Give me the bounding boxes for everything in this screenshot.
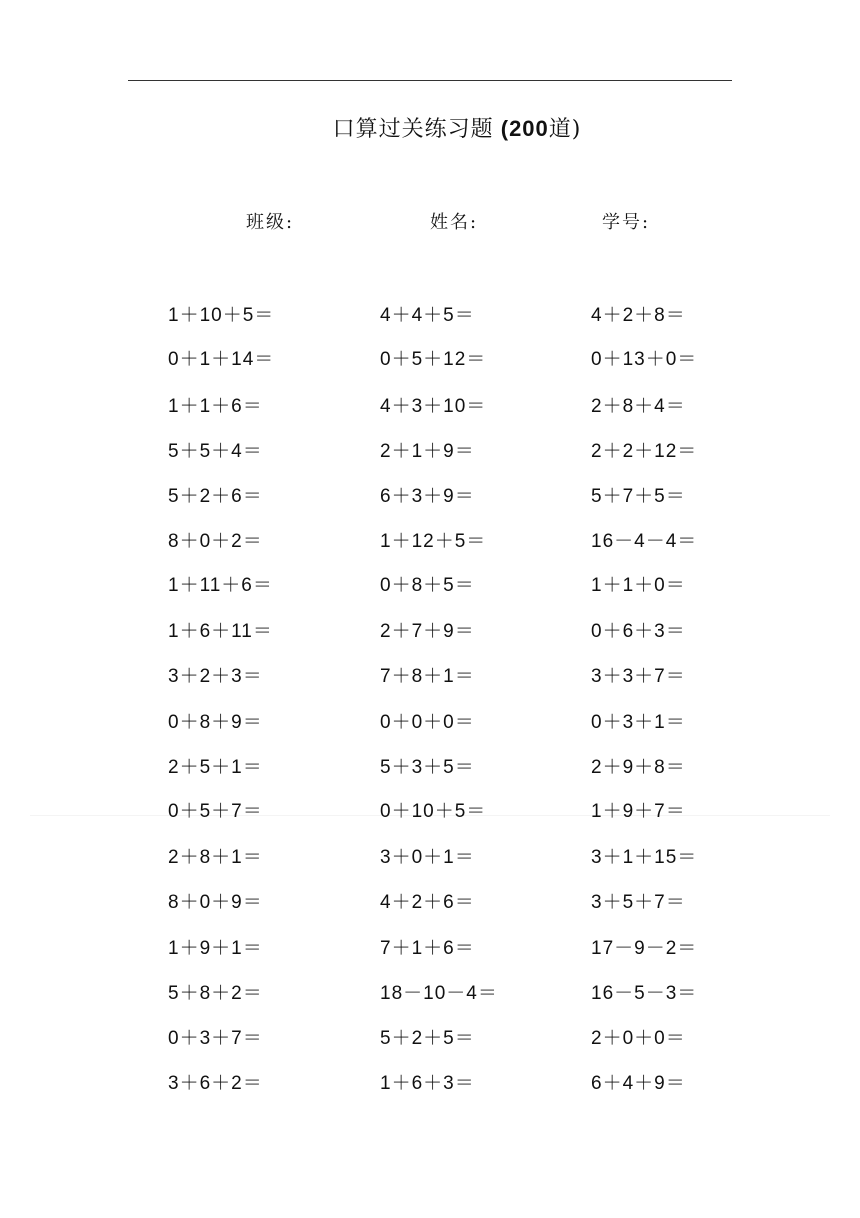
- problem-item: 0＋8＋9＝: [168, 712, 263, 733]
- problem-item: 3＋5＋7＝: [591, 892, 686, 913]
- problem-row: [0, 526, 860, 556]
- problem-item: 5＋2＋5＝: [380, 1028, 475, 1049]
- problem-row: [0, 707, 860, 737]
- problem-item: 1＋11＋6＝: [168, 575, 273, 596]
- problem-item: 2＋2＋12＝: [591, 441, 698, 462]
- problem-item: 5＋3＋5＝: [380, 757, 475, 778]
- problem-row: [0, 661, 860, 691]
- problem-item: 6＋3＋9＝: [380, 486, 475, 507]
- problem-row: [0, 391, 860, 421]
- problem-item: 0＋3＋1＝: [591, 712, 686, 733]
- title-count: (200: [500, 116, 549, 141]
- student-id-label: 学号:: [602, 212, 651, 233]
- problem-item: 3＋1＋15＝: [591, 847, 698, 868]
- problem-item: 6＋4＋9＝: [591, 1073, 686, 1094]
- problem-item: 4＋3＋10＝: [380, 396, 487, 417]
- problem-item: 2＋0＋0＝: [591, 1028, 686, 1049]
- title-text: 口算过关练习题: [332, 117, 494, 142]
- problem-item: 2＋1＋9＝: [380, 441, 475, 462]
- problem-row: [0, 1068, 860, 1098]
- problem-row: [0, 752, 860, 782]
- problem-row: [0, 616, 860, 646]
- problem-item: 5＋2＋6＝: [168, 486, 263, 507]
- problem-item: 0＋5＋12＝: [380, 349, 487, 370]
- problem-item: 4＋2＋6＝: [380, 892, 475, 913]
- problem-row: [0, 978, 860, 1008]
- problem-item: 3＋6＋2＝: [168, 1073, 263, 1094]
- problem-item: 1＋9＋7＝: [591, 801, 686, 822]
- problem-row: [0, 570, 860, 600]
- problem-item: 4＋4＋5＝: [380, 305, 475, 326]
- problem-row: [0, 481, 860, 511]
- problem-row: [0, 300, 860, 330]
- problem-item: 18－10－4＝: [380, 983, 498, 1004]
- problem-item: 0＋6＋3＝: [591, 621, 686, 642]
- problem-row: [0, 1023, 860, 1053]
- problem-item: 0＋1＋14＝: [168, 349, 275, 370]
- problem-item: 2＋5＋1＝: [168, 757, 263, 778]
- problem-item: 5＋5＋4＝: [168, 441, 263, 462]
- problem-row: [0, 436, 860, 466]
- problem-item: 0＋10＋5＝: [380, 801, 487, 822]
- problem-item: 7＋8＋1＝: [380, 666, 475, 687]
- problem-row: [0, 842, 860, 872]
- problem-item: 3＋0＋1＝: [380, 847, 475, 868]
- class-label: 班级:: [246, 212, 295, 233]
- problem-item: 5＋7＋5＝: [591, 486, 686, 507]
- name-label: 姓名:: [430, 212, 479, 233]
- problem-item: 2＋8＋1＝: [168, 847, 263, 868]
- problem-item: 8＋0＋2＝: [168, 531, 263, 552]
- problem-item: 1＋12＋5＝: [380, 531, 487, 552]
- title-unit: 道): [548, 117, 582, 142]
- problem-item: 7＋1＋6＝: [380, 938, 475, 959]
- problem-item: 3＋3＋7＝: [591, 666, 686, 687]
- problem-item: 1＋6＋11＝: [168, 621, 273, 642]
- problem-item: 1＋9＋1＝: [168, 938, 263, 959]
- problem-item: 5＋8＋2＝: [168, 983, 263, 1004]
- problem-item: 8＋0＋9＝: [168, 892, 263, 913]
- problem-item: 2＋9＋8＝: [591, 757, 686, 778]
- problem-item: 0＋13＋0＝: [591, 349, 698, 370]
- problem-row: [0, 933, 860, 963]
- problem-item: 2＋8＋4＝: [591, 396, 686, 417]
- problem-item: 3＋2＋3＝: [168, 666, 263, 687]
- problem-item: 16－4－4＝: [591, 531, 698, 552]
- problem-item: 16－5－3＝: [591, 983, 698, 1004]
- problem-item: 0＋0＋0＝: [380, 712, 475, 733]
- problem-item: 0＋5＋7＝: [168, 801, 263, 822]
- problem-item: 1＋10＋5＝: [168, 305, 275, 326]
- problem-row: [0, 887, 860, 917]
- problem-item: 0＋3＋7＝: [168, 1028, 263, 1049]
- problem-item: 17－9－2＝: [591, 938, 698, 959]
- problem-item: 2＋7＋9＝: [380, 621, 475, 642]
- problem-item: 1＋1＋0＝: [591, 575, 686, 596]
- problem-item: 4＋2＋8＝: [591, 305, 686, 326]
- problem-item: 1＋6＋3＝: [380, 1073, 475, 1094]
- problem-row: [0, 796, 860, 826]
- problem-item: 0＋8＋5＝: [380, 575, 475, 596]
- problem-row: [0, 344, 860, 374]
- problem-item: 1＋1＋6＝: [168, 396, 263, 417]
